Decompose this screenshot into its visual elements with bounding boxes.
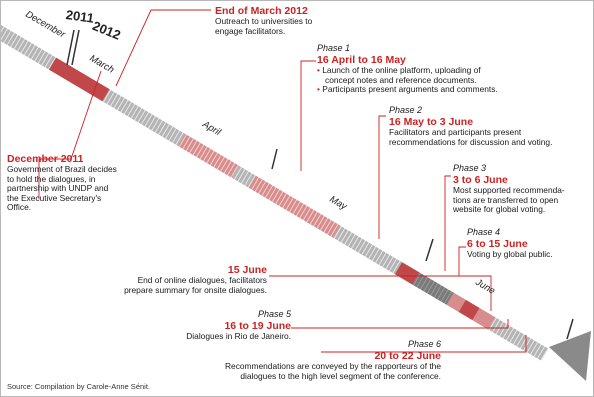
phase-label: Phase 1 (317, 43, 351, 53)
source-note: Source: Compilation by Carole-Anne Sénit. (7, 382, 150, 391)
event-mar2012: End of March 2012 Outreach to universities to engage facilitators. (215, 5, 313, 36)
event-phase6: Phase 6 20 to 22 June Recommendations are conveyed by the rapporteurs of the dialogues to the high level segment of the conference. (201, 339, 441, 381)
connector-phase3 (445, 176, 451, 271)
event-date: 15 June (227, 264, 267, 276)
month-label-june: June (473, 277, 497, 297)
phase-label: Phase 2 (389, 105, 423, 115)
connector-mar2012 (116, 10, 211, 86)
event-date: 6 to 15 June (467, 238, 528, 250)
event-june15: 15 June End of online dialogues, facilitators prepare summary for onsite dialogues. (87, 264, 267, 295)
event-phase4: Phase 4 6 to 15 June Voting by global public. (467, 227, 553, 259)
event-date: 16 April to 16 May (317, 54, 406, 66)
year-label-2011: 2011 (64, 7, 95, 26)
event-date: End of March 2012 (215, 5, 308, 17)
event-date: 16 May to 3 June (389, 116, 474, 128)
band-phase2-segment (249, 176, 340, 238)
event-date: December 2011 (7, 153, 84, 165)
month-label-may: May (327, 194, 349, 213)
event-phase1: Phase 1 16 April to 16 May • Launch of the online platform, uploading of concept notes and reference documents. • Participants present arguments and comments. (317, 43, 498, 95)
event-phase5: Phase 5 16 to 19 June Dialogues in Rio de Janeiro. (181, 309, 291, 342)
phase-label: Phase 6 (407, 339, 441, 349)
event-phase2: Phase 2 16 May to 3 June Facilitators and participants present recommendations for discussion and voting. (389, 105, 553, 147)
year-label-2012: 2012 (90, 18, 123, 43)
month-label-march: March (87, 53, 116, 76)
connector-phase1 (301, 61, 316, 171)
month-tick (272, 149, 277, 169)
month-label-april: April (200, 119, 223, 139)
event-date: 16 to 19 June (224, 320, 291, 332)
event-date: 20 to 22 June (374, 350, 441, 362)
month-tick (567, 319, 573, 339)
event-dec2011: December 2011 Government of Brazil decides to hold the dialogues, in partnership with UNDP and the Executive Secretary's Office. (7, 153, 117, 213)
event-date: 3 to 6 June (453, 174, 508, 186)
connector-phase4 (459, 247, 466, 276)
event-phase3: Phase 3 3 to 6 June Most supported recommenda- tions are transferred to open website for global voting. (453, 163, 565, 215)
phase-label: Phase 4 (467, 227, 501, 237)
phase-label: Phase 5 (257, 309, 291, 319)
band-phase4-segment (412, 272, 454, 304)
timeline-arrowhead (549, 331, 591, 381)
month-label-december: December (23, 9, 67, 41)
connector-phase2 (379, 116, 386, 239)
phase-label: Phase 3 (453, 163, 487, 173)
band-phase1-segment (178, 134, 238, 178)
month-tick (426, 239, 433, 261)
